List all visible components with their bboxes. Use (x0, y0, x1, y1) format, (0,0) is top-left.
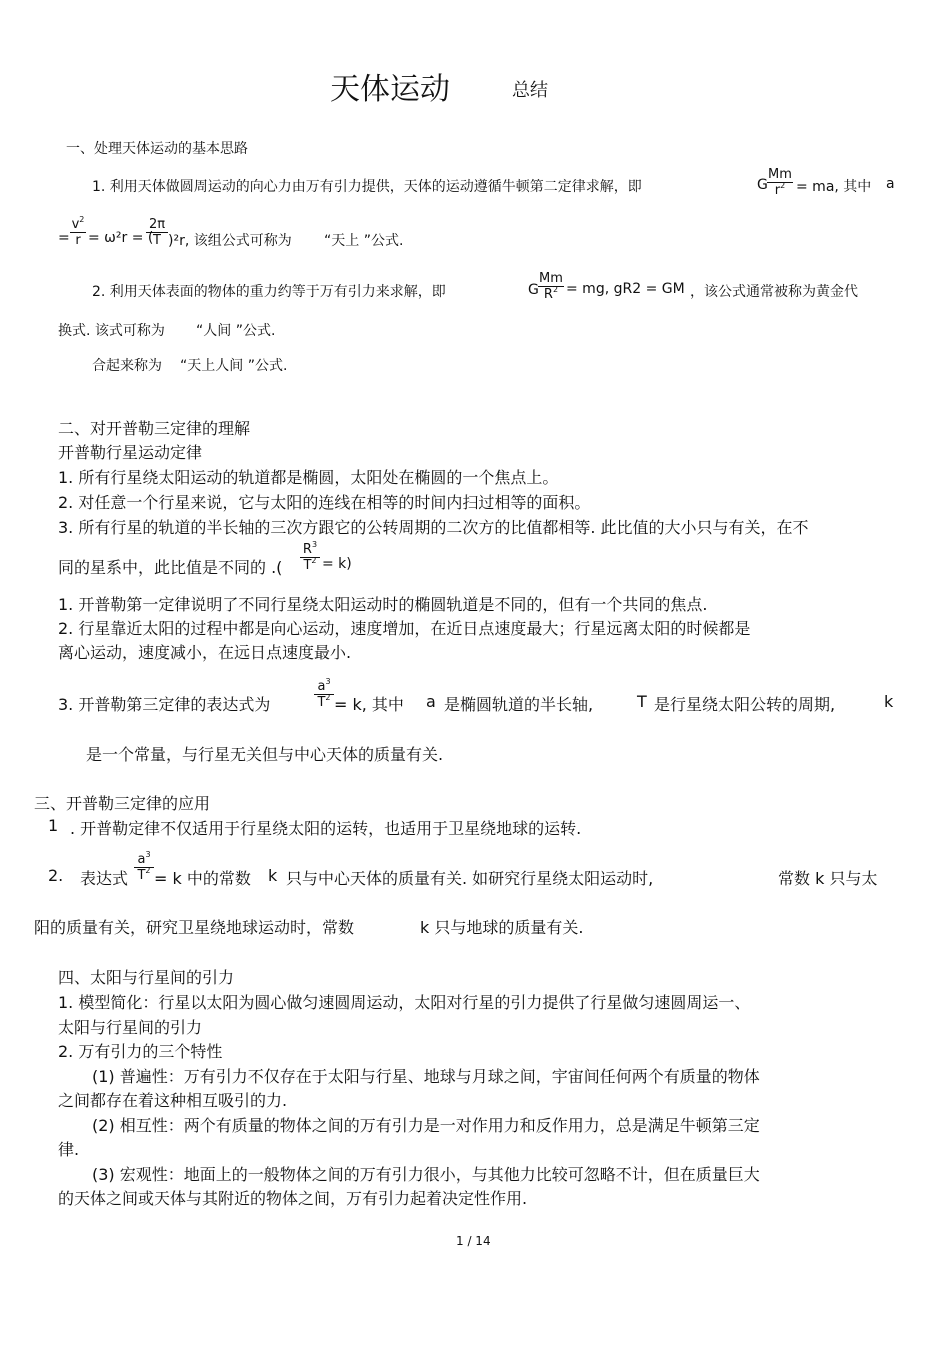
page-title-suffix: 总结 (512, 80, 548, 101)
sec1-p2-tail: ，该公式通常被称为黄金代 (690, 284, 858, 300)
sec1-p2-G: G (528, 282, 539, 298)
sec1-p1b-2pi-frac: 2π T (146, 218, 168, 247)
sec4-property-1: (1) 普遍性：万有引力不仅存在于太阳与行星、地球与月球之间，宇宙间任何两个有质量的物体 (92, 1067, 760, 1086)
sec2-note-2b: 离心运动，速度减小，在远日点速度最小. (58, 643, 352, 662)
sec1-p1-a: a (886, 176, 895, 192)
sec3-item-1: . 开普勒定律不仅适用于行星绕太阳的运转，也适用于卫星绕地球的运转. (70, 819, 582, 838)
sec2-m3-fraction: $a^3$ $T^2$ (314, 680, 334, 709)
sec3-item-2: 表达式 (80, 869, 129, 888)
section-3-heading: 三、开普勒三定律的应用 (34, 794, 211, 813)
sec1-p1b-tail: )²r, 该组公式可称为 (168, 233, 292, 249)
section-4-heading: 四、太阳与行星间的引力 (58, 968, 235, 987)
sec4-item-1: 1. 模型简化：行星以太阳为圆心做匀速圆周运动，太阳对行星的引力提供了行星做匀速圆周运一、 (58, 993, 751, 1012)
sec1-para2: 2. 利用天体表面的物体的重力约等于万有引力来求解，即 (92, 284, 446, 300)
sec2-l3b-fraction: $R^3$ $T^2$ (300, 543, 320, 572)
sec1-p1b-mid: = ω²r = ( (88, 230, 154, 246)
sec1-para1: 1. 利用天体做圆周运动的向心力由万有引力提供，天体的运动遵循牛顿第二定律求解，即 (92, 179, 642, 195)
sec3-l2-mid: 只与中心天体的质量有关. 如研究行星绕太阳运动时, (286, 869, 654, 888)
section-1-heading: 一、处理天体运动的基本思路 (66, 141, 248, 157)
sec1-p3-quote: “天上人间 ”公式. (180, 358, 288, 374)
sec2-note-3b: 是一个常量，与行星无关但与中心天体的质量有关. (86, 745, 444, 764)
sec2-subheading: 开普勒行星运动定律 (58, 443, 203, 462)
sec2-note-2: 2. 行星靠近太阳的过程中都是向心运动，速度增加，在近日点速度最大；行星远离太阳的时候都是 (58, 619, 751, 638)
sec3-item-2-num: 2. (48, 866, 64, 885)
sec1-para2b: 换式. 该式可称为 (58, 323, 165, 339)
sec1-para3: 合起来称为 (92, 358, 162, 374)
sec1-p2-rhs: = mg, gR2 = GM (566, 281, 685, 297)
sec2-m3-k: k (884, 692, 894, 711)
sec1-p1b-eq: = (58, 230, 70, 246)
sec2-l3b-tail: = k) (322, 556, 352, 572)
sec1-p1-fraction (767, 168, 793, 197)
frac-denominator: $r^2$ (774, 181, 786, 198)
sec4-item-2: 2. 万有引力的三个特性 (58, 1042, 223, 1061)
frac-numerator: Mm (768, 167, 792, 182)
sec2-m3-a: a (426, 692, 436, 711)
sec1-p1b-quote: “天上 ”公式. (324, 233, 404, 249)
section-2-heading: 二、对开普勒三定律的理解 (58, 419, 251, 438)
sec1-p1-rhs: = ma, 其中 (796, 179, 872, 195)
sec2-m3-tail: 是行星绕太阳公转的周期, (654, 695, 836, 714)
sec3-l2b-k: k 只与地球的质量有关. (420, 918, 584, 937)
sec1-p2b-quote: “人间 ”公式. (196, 323, 276, 339)
sec2-note-1: 1. 开普勒第一定律说明了不同行星绕太阳运动时的椭圆轨道是不同的，但有一个共同的焦点. (58, 595, 708, 614)
sec4-property-2: (2) 相互性：两个有质量的物体之间的万有引力是一对作用力和反作用力，总是满足牛顿第三定 (92, 1116, 760, 1135)
sec3-item-2b: 阳的质量有关，研究卫星绕地球运动时，常数 (34, 918, 355, 937)
sec2-m3-mid: 是椭圆轨道的半长轴, (444, 695, 594, 714)
sec1-p1b-v-frac: $v^2$ r (71, 215, 85, 248)
sec2-law-3b: 同的星系中，此比值是不同的 .( (58, 558, 283, 577)
sec1-p2-fraction: Mm $R^2$ (539, 271, 563, 302)
sec2-m3-rhs: = k, 其中 (334, 695, 404, 714)
sec2-law-3: 3. 所有行星的轨道的半长轴的三次方跟它的公转周期的二次方的比值都相等. 此比值的大小只与有关，在不 (58, 518, 809, 537)
sec2-law-2: 2. 对任意一个行星来说，它与太阳的连线在相等的时间内扫过相等的面积。 (58, 493, 591, 512)
sec2-m3-T: T (637, 692, 647, 711)
sec3-l2-k: k (268, 866, 278, 885)
sec4-item-1b: 太阳与行星间的引力 (58, 1018, 203, 1037)
sec3-item-1-num: 1 (48, 816, 59, 835)
sec3-l2-fraction: $a^3$ $T^2$ (134, 853, 154, 882)
sec2-note-3: 3. 开普勒第三定律的表达式为 (58, 695, 271, 714)
sec3-l2-rhs: = k 中的常数 (154, 869, 251, 888)
page-title: 天体运动 (330, 72, 450, 107)
sec4-property-1b: 之间都存在着这种相互吸引的力. (58, 1091, 288, 1110)
sec4-property-2b: 律. (58, 1140, 80, 1159)
sec3-l2-tail: 常数 k 只与太 (778, 869, 878, 888)
page-number: 1 / 14 (456, 1234, 491, 1248)
sec4-property-3b: 的天体之间或天体与其附近的物体之间，万有引力起着决定性作用. (58, 1189, 528, 1208)
sec2-law-1: 1. 所有行星绕太阳运动的轨道都是椭圆，太阳处在椭圆的一个焦点上。 (58, 468, 559, 487)
sec4-property-3: (3) 宏观性：地面上的一般物体之间的万有引力很小，与其他力比较可忽略不计，但在质量巨大 (92, 1165, 760, 1184)
sec1-p1-G: G (757, 177, 768, 193)
